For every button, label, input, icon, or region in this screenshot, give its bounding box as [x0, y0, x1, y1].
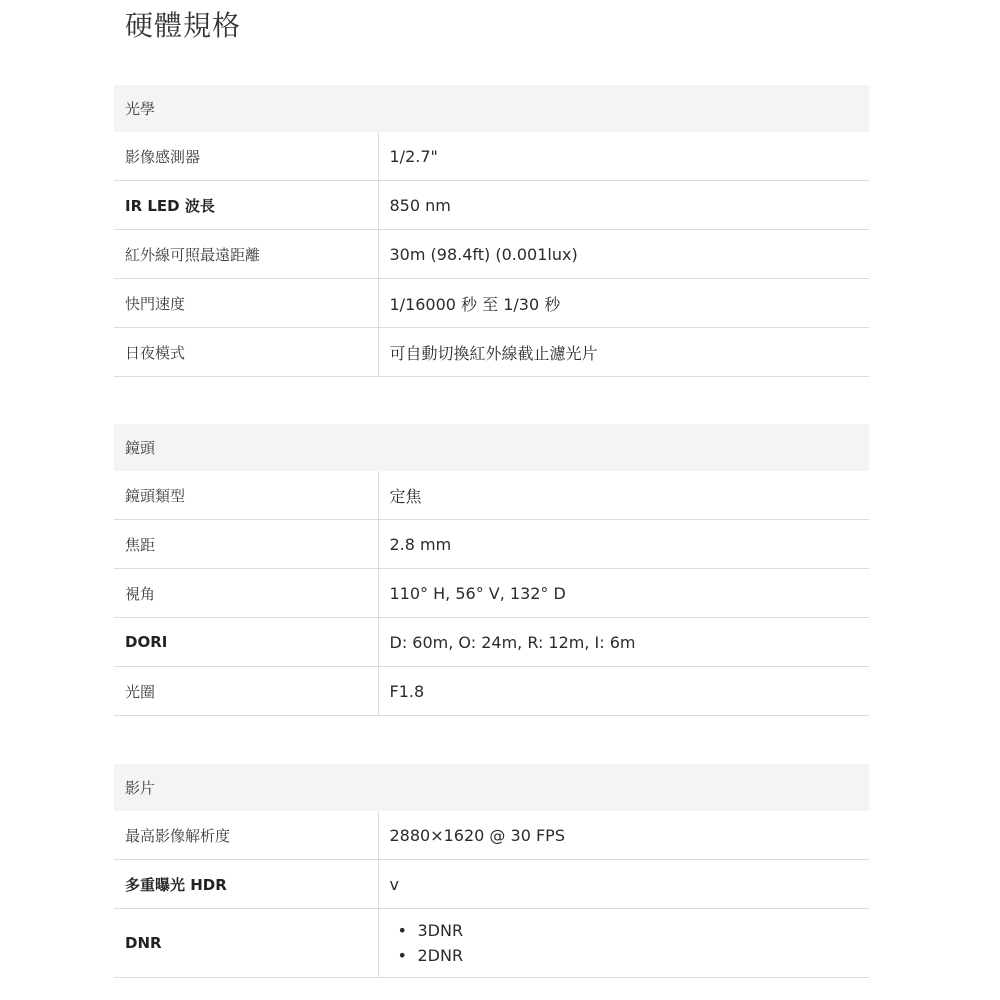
spec-row-ir-range — [114, 230, 869, 279]
spec-label: IR LED 波長 — [114, 181, 378, 230]
spec-value: 1/2.7" — [378, 132, 869, 181]
spec-label: DNR — [114, 909, 378, 978]
list-item: • 2DNR — [398, 943, 870, 968]
spec-value: 2880×1620 @ 30 FPS — [378, 811, 869, 860]
list-item: • 3DNR — [398, 918, 870, 943]
spec-row-shutter-speed — [114, 279, 869, 328]
spec-label: 最高影像解析度 — [114, 811, 378, 860]
spec-value: F1.8 — [378, 667, 869, 716]
spec-label: 光圈 — [114, 667, 378, 716]
spec-label: 影像感測器 — [114, 132, 378, 181]
page-title: 硬體規格 — [125, 9, 242, 42]
spec-label: 快門速度 — [114, 279, 378, 328]
spec-label: 視角 — [114, 569, 378, 618]
spec-row-max-resolution — [114, 811, 869, 860]
spec-value: 可自動切換紅外線截止濾光片 — [378, 328, 869, 377]
spec-row-dnr — [114, 909, 869, 978]
spec-label: 日夜模式 — [114, 328, 378, 377]
dnr-list — [390, 918, 870, 968]
spec-label: 多重曝光 HDR — [114, 860, 378, 909]
spec-value-list — [378, 909, 869, 978]
spec-row-dori — [114, 618, 869, 667]
section-title-optics: 光學 — [114, 85, 869, 132]
spec-value: 110° H, 56° V, 132° D — [378, 569, 869, 618]
spec-row-image-sensor — [114, 132, 869, 181]
spec-value: 定焦 — [378, 471, 869, 520]
spec-label: 紅外線可照最遠距離 — [114, 230, 378, 279]
section-header-row — [114, 764, 869, 811]
spec-label: 焦距 — [114, 520, 378, 569]
section-header-row — [114, 424, 869, 471]
section-title-lens: 鏡頭 — [114, 424, 869, 471]
spec-value: 1/16000 秒 至 1/30 秒 — [378, 279, 869, 328]
spec-row-ir-led-wavelength — [114, 181, 869, 230]
spec-label: 鏡頭類型 — [114, 471, 378, 520]
spec-row-hdr — [114, 860, 869, 909]
spec-label: DORI — [114, 618, 378, 667]
section-header-row — [114, 85, 869, 132]
spec-value: 850 nm — [378, 181, 869, 230]
spec-table-video — [114, 764, 869, 978]
spec-row-focal-length — [114, 520, 869, 569]
spec-value: 2.8 mm — [378, 520, 869, 569]
spec-value: 30m (98.4ft) (0.001lux) — [378, 230, 869, 279]
spec-row-lens-type — [114, 471, 869, 520]
section-title-video: 影片 — [114, 764, 869, 811]
spec-row-aperture — [114, 667, 869, 716]
spec-row-field-of-view — [114, 569, 869, 618]
spec-value: D: 60m, O: 24m, R: 12m, I: 6m — [378, 618, 869, 667]
spec-row-day-night — [114, 328, 869, 377]
spec-value: v — [378, 860, 869, 909]
spec-table-optics — [114, 85, 869, 377]
spec-table-lens — [114, 424, 869, 716]
